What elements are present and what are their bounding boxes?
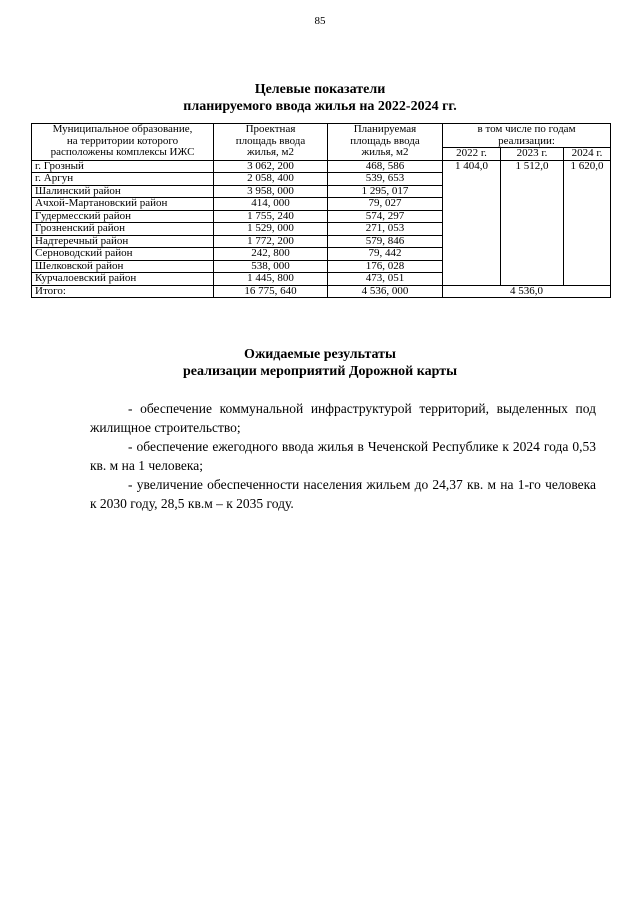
page-number: 85	[314, 15, 326, 27]
row-project: 3 062, 200	[214, 160, 328, 173]
header-planned-area: Планируемая площадь ввода жилья, м2	[328, 124, 443, 161]
row-name: Ачхой-Мартановский район	[32, 198, 214, 211]
results-item: - обеспечение коммунальной инфраструктурой территорий, выделенных под жилищное строительство;	[90, 401, 596, 435]
row-planned: 539, 653	[328, 173, 443, 186]
targets-title-line1: Целевые показатели	[254, 82, 386, 97]
row-name: Надтеречный район	[32, 235, 214, 248]
table-row	[32, 160, 611, 173]
total-project: 16 775, 640	[214, 285, 328, 298]
header-year-2024: 2024 г.	[564, 148, 611, 161]
header-year-2022: 2022 г.	[443, 148, 501, 161]
row-name: Серноводский район	[32, 248, 214, 261]
results-item: - обеспечение ежегодного ввода жилья в Чеченской Республике к 2024 года 0,53 кв. м на 1 человека;	[90, 439, 596, 473]
total-years: 4 536,0	[443, 285, 611, 298]
header-years-group: в том числе по годам реализации:	[443, 124, 611, 148]
targets-table	[31, 123, 611, 298]
row-name: Курчалоевский район	[32, 273, 214, 286]
table-total-row	[32, 285, 611, 298]
row-planned: 176, 028	[328, 260, 443, 273]
year-2024-value: 1 620,0	[564, 160, 611, 285]
row-name: г. Грозный	[32, 160, 214, 173]
row-planned: 473, 051	[328, 273, 443, 286]
year-2022-value: 1 404,0	[443, 160, 501, 285]
row-project: 538, 000	[214, 260, 328, 273]
header-year-2023: 2023 г.	[501, 148, 564, 161]
row-planned: 574, 297	[328, 210, 443, 223]
targets-title	[0, 81, 640, 115]
row-name: Гудермесский район	[32, 210, 214, 223]
row-planned: 1 295, 017	[328, 185, 443, 198]
row-planned: 468, 586	[328, 160, 443, 173]
row-planned: 579, 846	[328, 235, 443, 248]
results-title-line1: Ожидаемые результаты	[244, 347, 396, 362]
row-name: Грозненский район	[32, 223, 214, 236]
total-label: Итого:	[32, 285, 214, 298]
row-project: 414, 000	[214, 198, 328, 211]
row-name: Шелковской район	[32, 260, 214, 273]
targets-title-line2: планируемого ввода жилья на 2022-2024 гг.	[183, 99, 457, 114]
total-planned: 4 536, 000	[328, 285, 443, 298]
results-item: - увеличение обеспеченности населения жильем до 24,37 кв. м на 1-го человека к 2030 году, 28,5 кв.м – к 2035 году.	[90, 477, 596, 511]
results-title-line2: реализации мероприятий Дорожной карты	[182, 364, 458, 379]
header-municipality: Муниципальное образование, на территории которого расположены комплексы ИЖС	[32, 124, 214, 161]
row-project: 3 958, 000	[214, 185, 328, 198]
row-planned: 79, 442	[328, 248, 443, 261]
results-title	[0, 346, 640, 380]
row-project: 1 772, 200	[214, 235, 328, 248]
year-2023-value: 1 512,0	[501, 160, 564, 285]
row-project: 1 755, 240	[214, 210, 328, 223]
row-planned: 79, 027	[328, 198, 443, 211]
row-planned: 271, 053	[328, 223, 443, 236]
row-name: Шалинский район	[32, 185, 214, 198]
row-project: 2 058, 400	[214, 173, 328, 186]
row-name: г. Аргун	[32, 173, 214, 186]
row-project: 242, 800	[214, 248, 328, 261]
row-project: 1 445, 800	[214, 273, 328, 286]
header-project-area: Проектная площадь ввода жилья, м2	[214, 124, 328, 161]
row-project: 1 529, 000	[214, 223, 328, 236]
results-list	[90, 399, 596, 513]
